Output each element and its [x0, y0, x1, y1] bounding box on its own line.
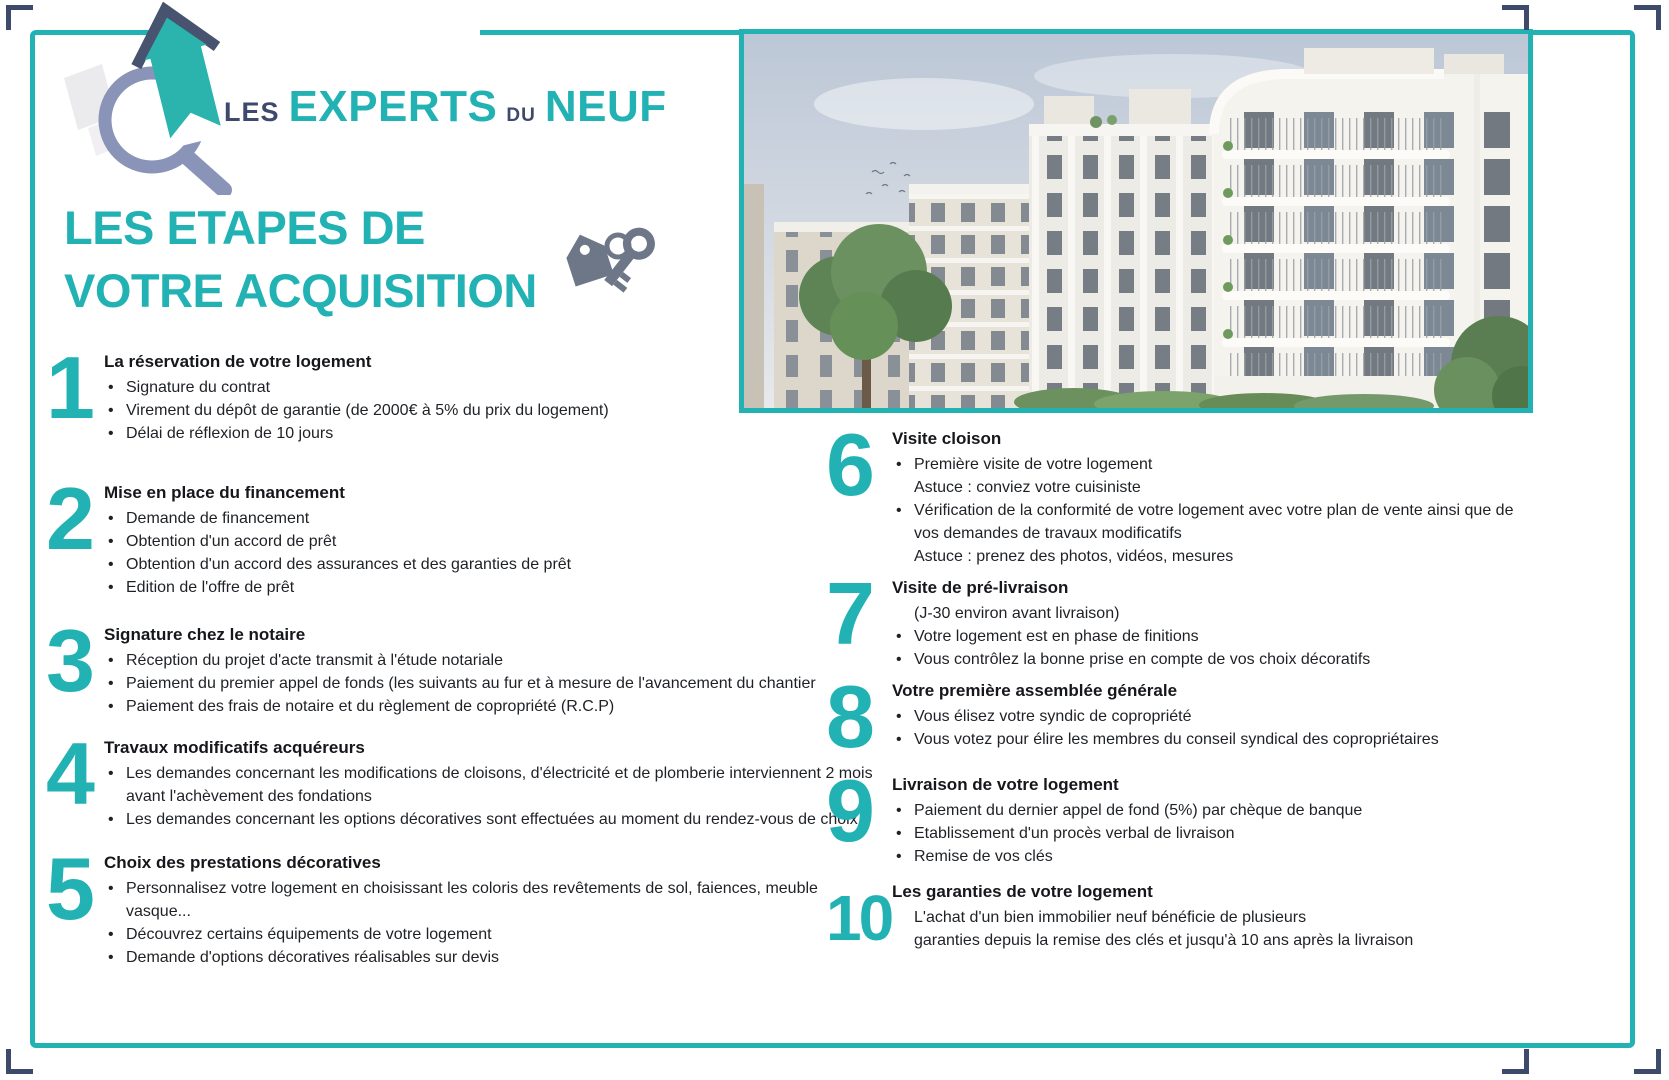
step-item-text: Votre logement est en phase de finitions [914, 628, 1199, 645]
step-note-line [892, 476, 1526, 499]
step-item-text: Découvrez certains équipements de votre logement [126, 926, 492, 943]
bullet-icon: • [108, 698, 114, 715]
step-body [892, 679, 1526, 753]
step-item-text: Obtention d'un accord des assurances et des garanties de prêt [126, 556, 572, 573]
step-title: Les garanties de votre logement [892, 882, 1153, 901]
step-bullet-item [104, 923, 876, 946]
bullet-icon: • [108, 811, 114, 828]
step-item-text: Demande d'options décoratives réalisables sur devis [126, 949, 500, 966]
brand-wordmark [224, 82, 667, 132]
step-bullet-item [104, 399, 876, 422]
bullet-icon: • [896, 651, 902, 668]
corner-mark-top-left [6, 5, 33, 30]
step-3 [46, 611, 876, 718]
step-item-text: Obtention d'un accord de prêt [126, 533, 337, 550]
corner-mark-bottom-right [1634, 1049, 1661, 1074]
step-body [104, 481, 876, 599]
step-note-line [892, 906, 1526, 929]
bullet-icon: • [108, 880, 114, 897]
page-title-line1: LES ETAPES DE [64, 201, 425, 254]
step-item-text: Réception du projet d'acte transmit à l'étude notariale [126, 652, 503, 669]
step-bullet-item [892, 799, 1526, 822]
step-item-text: Paiement du dernier appel de fond (5%) par chèque de banque [914, 802, 1363, 819]
step-title: Livraison de votre logement [892, 775, 1119, 794]
step-item-text: L'achat d'un bien immobilier neuf bénéficie de plusieurs [914, 909, 1307, 926]
page-title-line2: VOTRE ACQUISITION [64, 264, 537, 317]
step-body [892, 576, 1526, 671]
bullet-icon: • [896, 731, 902, 748]
step-bullet-item [104, 808, 876, 831]
bullet-icon: • [108, 533, 114, 550]
step-1 [46, 338, 876, 445]
step-8 [826, 667, 1526, 766]
step-item-text: (J-30 environ avant livraison) [914, 605, 1120, 622]
step-item-text: Signature du contrat [126, 379, 271, 396]
brand-neuf: NEUF [544, 82, 667, 131]
step-7 [826, 564, 1526, 671]
step-bullet-item [892, 499, 1526, 545]
step-item-text: Remise de vos clés [914, 848, 1053, 865]
step-number: 6 [826, 415, 875, 514]
step-number: 9 [826, 761, 875, 860]
bullet-icon: • [896, 502, 902, 519]
step-item-text: Edition de l'offre de prêt [126, 579, 295, 596]
step-item-text: Vérification de la conformité de votre logement avec votre plan de vente ainsi que de vos demandes de travaux modificatifs [914, 502, 1514, 542]
bullet-icon: • [108, 379, 114, 396]
steps-column-left [46, 338, 876, 969]
step-body [892, 880, 1526, 954]
step-item-text: Les demandes concernant les modifications de cloisons, d'électricité et de plomberie interviennent 2 mois avant l'achèvement des fondations [126, 765, 873, 805]
step-4 [46, 724, 876, 831]
bullet-icon: • [108, 402, 114, 419]
step-bullet-item [104, 553, 876, 576]
step-2 [46, 469, 876, 599]
brand-les: LES [224, 97, 280, 127]
house-magnifier-logo-icon [58, 0, 233, 195]
step-item-text: garanties depuis la remise des clés et jusqu'à 10 ans après la livraison [914, 932, 1414, 949]
step-bullet-item [892, 625, 1526, 648]
step-number: 3 [46, 611, 95, 710]
step-item-text: Première visite de votre logement [914, 456, 1153, 473]
bullet-icon: • [108, 579, 114, 596]
bullet-icon: • [108, 556, 114, 573]
step-body [104, 350, 876, 445]
bullet-icon: • [896, 456, 902, 473]
step-item-text: Etablissement d'un procès verbal de livraison [914, 825, 1235, 842]
corner-mark-bottom-right-inner [1502, 1049, 1529, 1074]
step-item-text: Astuce : conviez votre cuisiniste [914, 479, 1141, 496]
step-body [104, 851, 876, 969]
step-body [892, 773, 1526, 868]
step-bullet-item [104, 946, 876, 969]
step-item-text: Délai de réflexion de 10 jours [126, 425, 334, 442]
step-title: La réservation de votre logement [104, 352, 372, 371]
step-item-text: Virement du dépôt de garantie (de 2000€ à 5% du prix du logement) [126, 402, 609, 419]
step-bullet-item [104, 672, 876, 695]
step-title: Choix des prestations décoratives [104, 853, 381, 872]
step-number: 1 [46, 338, 95, 437]
step-number: 4 [46, 724, 95, 823]
step-bullet-item [892, 845, 1526, 868]
step-bullet-item [892, 705, 1526, 728]
step-title: Mise en place du financement [104, 483, 345, 502]
bullet-icon: • [108, 926, 114, 943]
step-number: 2 [46, 469, 95, 568]
step-number: 10 [826, 882, 892, 954]
bullet-icon: • [108, 652, 114, 669]
step-body [892, 427, 1526, 568]
bullet-icon: • [108, 510, 114, 527]
bullet-icon: • [108, 675, 114, 692]
step-title: Travaux modificatifs acquéreurs [104, 738, 365, 757]
step-bullet-item [104, 376, 876, 399]
step-item-text: Vous élisez votre syndic de copropriété [914, 708, 1192, 725]
step-item-text: Les demandes concernant les options décoratives sont effectuées au moment du rendez-vous de choix [126, 811, 858, 828]
step-10 [826, 880, 1526, 954]
step-bullet-item [892, 822, 1526, 845]
step-bullet-item [104, 649, 876, 672]
corner-mark-top-right [1634, 5, 1661, 30]
step-title: Visite cloison [892, 429, 1002, 448]
step-6 [826, 415, 1526, 568]
bullet-icon: • [896, 708, 902, 725]
step-bullet-item [104, 530, 876, 553]
step-number: 5 [46, 839, 95, 938]
step-item-text: Paiement du premier appel de fonds (les suivants au fur et à mesure de l'avancement du chantier [126, 675, 816, 692]
steps-column-right [826, 415, 1526, 954]
step-body [104, 736, 876, 831]
bullet-icon: • [108, 765, 114, 782]
step-item-text: Vous votez pour élire les membres du conseil syndical des copropriétaires [914, 731, 1439, 748]
step-bullet-item [104, 762, 876, 808]
brand-experts: EXPERTS [288, 82, 498, 131]
step-9 [826, 761, 1526, 868]
step-note-line [892, 545, 1526, 568]
step-item-text: Paiement des frais de notaire et du règlement de copropriété (R.C.P) [126, 698, 615, 715]
bullet-icon: • [108, 949, 114, 966]
step-body [104, 623, 876, 718]
brand-du: DU [506, 105, 536, 126]
step-number: 8 [826, 667, 875, 766]
page-title [64, 196, 537, 322]
bullet-icon: • [896, 628, 902, 645]
bullet-icon: • [108, 425, 114, 442]
step-item-text: Demande de financement [126, 510, 310, 527]
step-5 [46, 839, 876, 969]
step-item-text: Personnalisez votre logement en choisissant les coloris des revêtements de sol, faiences, meuble vasque... [126, 880, 818, 920]
step-title: Visite de pré-livraison [892, 578, 1069, 597]
step-bullet-item [104, 507, 876, 530]
step-note-line [892, 602, 1526, 625]
step-bullet-item [892, 728, 1526, 751]
corner-mark-bottom-left [6, 1049, 33, 1074]
step-bullet-item [104, 695, 876, 718]
bullet-icon: • [896, 825, 902, 842]
step-item-text: Vous contrôlez la bonne prise en compte de vos choix décoratifs [914, 651, 1371, 668]
step-bullet-item [104, 422, 876, 445]
step-bullet-item [104, 576, 876, 599]
bullet-icon: • [896, 848, 902, 865]
corner-mark-top-right-inner [1502, 5, 1529, 30]
step-number: 7 [826, 564, 875, 663]
step-note-line [892, 929, 1526, 952]
step-bullet-item [892, 453, 1526, 476]
step-title: Votre première assemblée générale [892, 681, 1178, 700]
step-bullet-item [104, 877, 876, 923]
step-title: Signature chez le notaire [104, 625, 306, 644]
step-bullet-item [892, 648, 1526, 671]
step-item-text: Astuce : prenez des photos, vidéos, mesures [914, 548, 1234, 565]
bullet-icon: • [896, 802, 902, 819]
house-keys-icon [556, 220, 676, 305]
